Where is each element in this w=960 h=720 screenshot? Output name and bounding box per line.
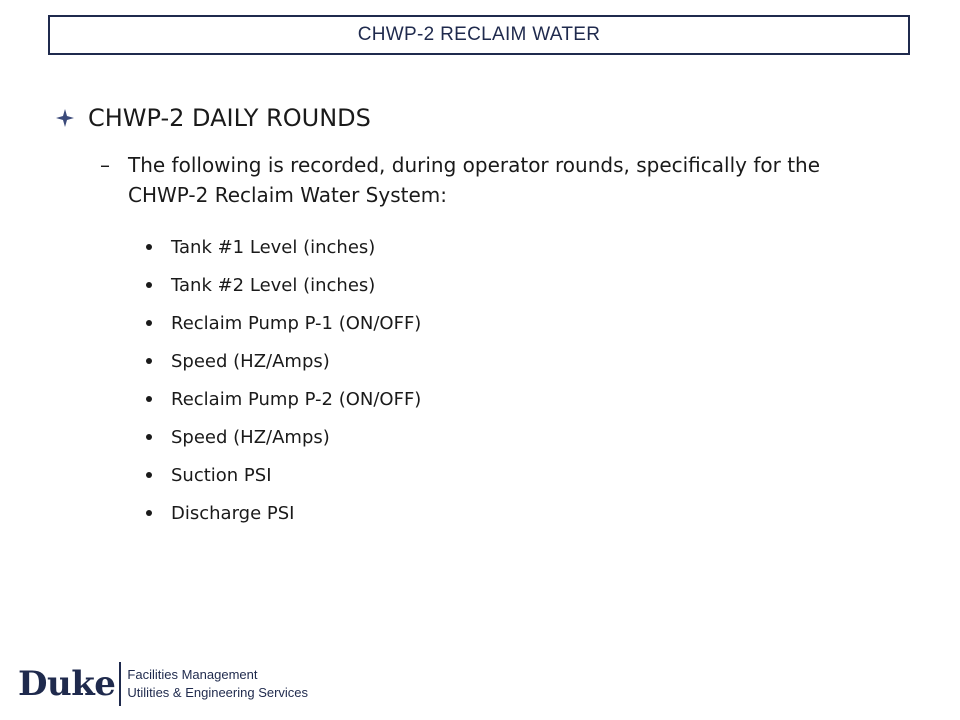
bullet-dot-icon xyxy=(146,510,152,516)
list-item xyxy=(146,380,421,418)
bullet-dot-icon xyxy=(146,282,152,288)
main-bullet xyxy=(56,104,371,132)
bullet-dot-icon xyxy=(146,320,152,326)
bullet-dot-icon xyxy=(146,244,152,250)
list-item-label: Tank #1 Level (inches) xyxy=(171,236,376,258)
list-item-label: Tank #2 Level (inches) xyxy=(171,274,376,296)
list-item xyxy=(146,494,421,532)
footer-divider xyxy=(119,662,121,706)
list-item-label: Reclaim Pump P-1 (ON/OFF) xyxy=(171,312,422,334)
list-item-label: Discharge PSI xyxy=(171,502,295,524)
list-item-label: Speed (HZ/Amps) xyxy=(171,426,330,448)
list-item xyxy=(146,418,421,456)
list-item xyxy=(146,456,421,494)
dash-icon: – xyxy=(100,153,110,177)
list-item-label: Speed (HZ/Amps) xyxy=(171,350,330,372)
bullet-dot-icon xyxy=(146,358,152,364)
rounds-list xyxy=(146,228,421,532)
list-item xyxy=(146,266,421,304)
sub-bullet xyxy=(100,150,890,210)
bullet-dot-icon xyxy=(146,472,152,478)
bullet-dot-icon xyxy=(146,396,152,402)
footer-branding xyxy=(18,662,308,706)
slide-title: CHWP-2 RECLAIM WATER xyxy=(357,24,601,45)
footer-text xyxy=(127,666,308,702)
sub-bullet-text: The following is recorded, during operator rounds, specifically for the CHWP-2 Reclaim Water System: xyxy=(128,153,821,207)
list-item xyxy=(146,304,421,342)
list-item xyxy=(146,228,421,266)
four-point-star-icon xyxy=(56,109,74,127)
footer-department: Facilities Management xyxy=(127,667,258,682)
footer-division: Utilities & Engineering Services xyxy=(127,685,309,700)
list-item-label: Reclaim Pump P-2 (ON/OFF) xyxy=(171,388,422,410)
main-heading: CHWP-2 DAILY ROUNDS xyxy=(88,104,371,132)
bullet-dot-icon xyxy=(146,434,152,440)
slide-title-box xyxy=(48,15,910,55)
duke-logo: Duke xyxy=(18,664,116,704)
list-item-label: Suction PSI xyxy=(171,464,272,486)
list-item xyxy=(146,342,421,380)
